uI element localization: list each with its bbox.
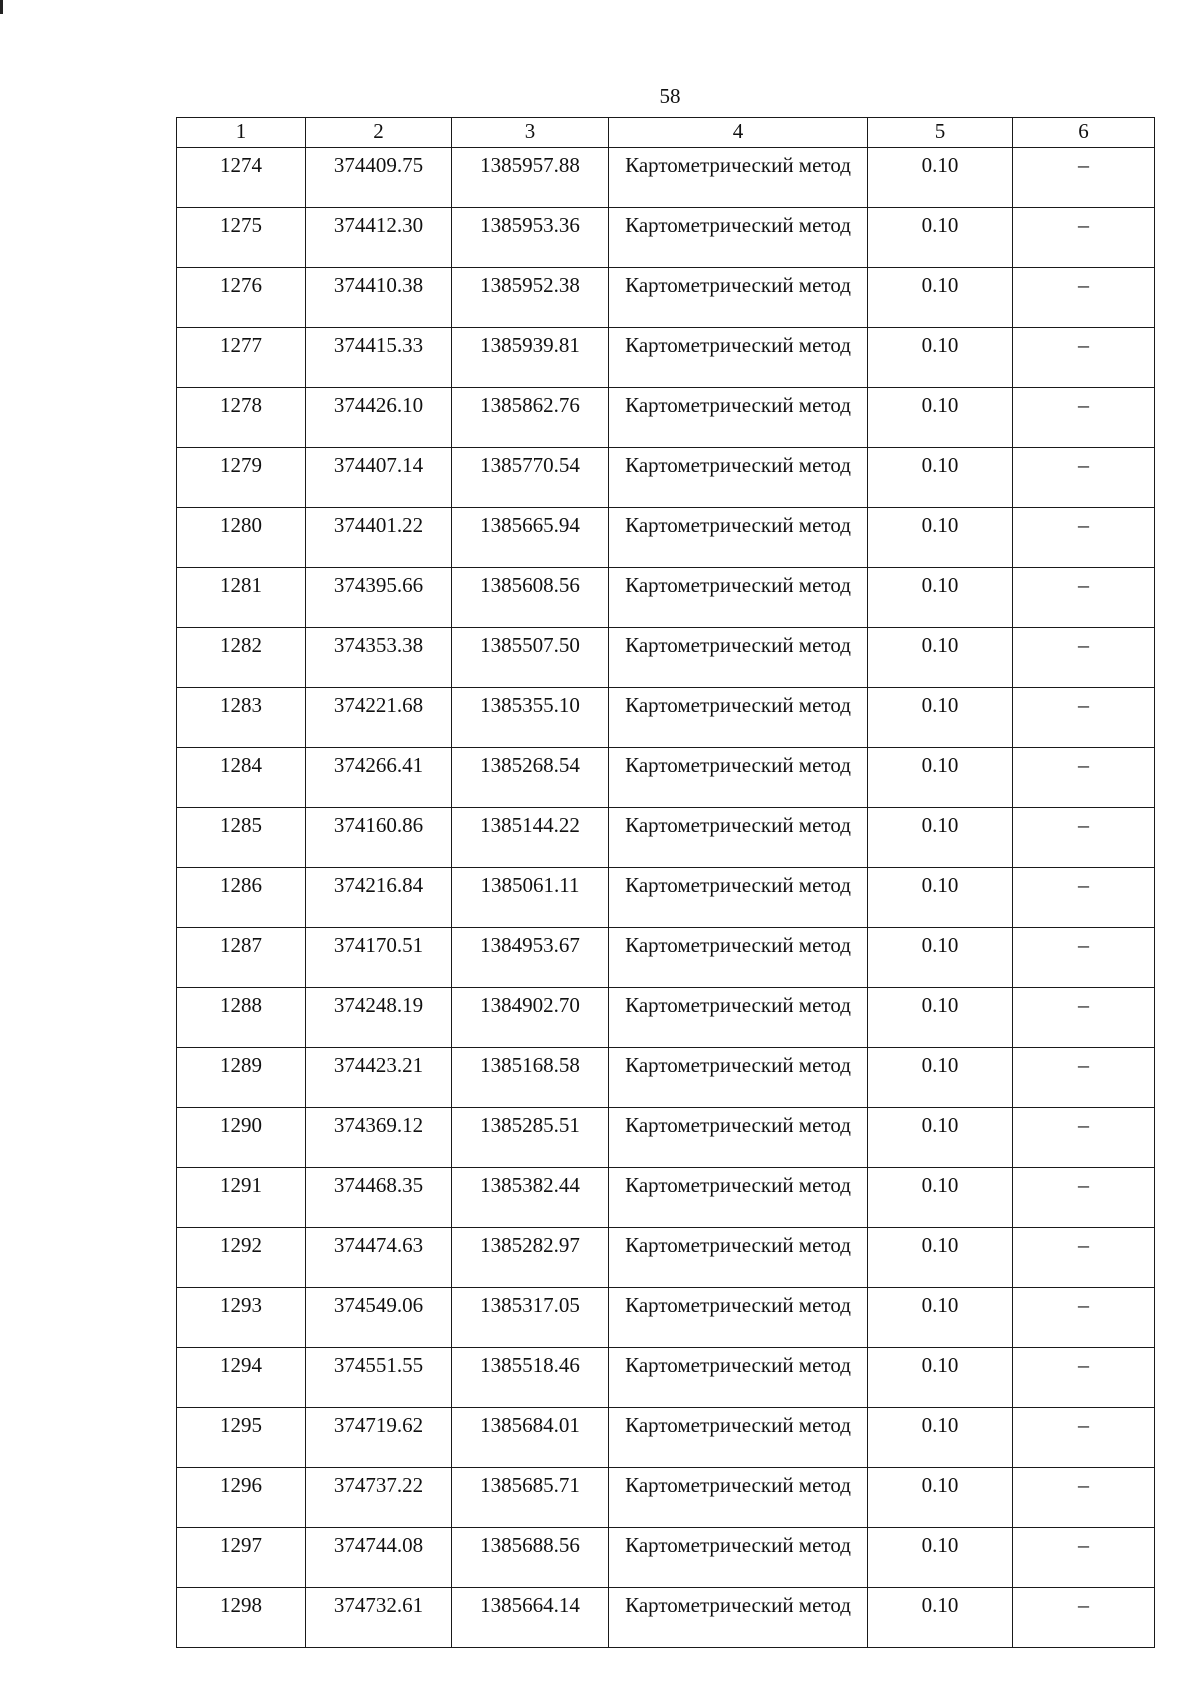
scan-corner-mark: [0, 0, 3, 14]
coord-y-cell: 1385282.97: [452, 1228, 609, 1288]
column-header-3: 3: [452, 118, 609, 148]
method-cell: Картометрический метод: [609, 868, 868, 928]
accuracy-cell: 0.10: [868, 208, 1013, 268]
coord-y-cell: 1385608.56: [452, 568, 609, 628]
accuracy-cell: 0.10: [868, 148, 1013, 208]
accuracy-cell: 0.10: [868, 1228, 1013, 1288]
coord-x-cell: 374412.30: [306, 208, 452, 268]
table-row: [177, 208, 1155, 268]
point-number-cell: 1283: [177, 688, 306, 748]
coord-x-cell: 374732.61: [306, 1588, 452, 1648]
coord-y-cell: 1385665.94: [452, 508, 609, 568]
table-row: [177, 748, 1155, 808]
accuracy-cell: 0.10: [868, 1288, 1013, 1348]
accuracy-cell: 0.10: [868, 868, 1013, 928]
accuracy-cell: 0.10: [868, 388, 1013, 448]
point-number-cell: 1282: [177, 628, 306, 688]
coord-x-cell: 374216.84: [306, 868, 452, 928]
coord-y-cell: 1385684.01: [452, 1408, 609, 1468]
table-row: [177, 1408, 1155, 1468]
coord-x-cell: 374426.10: [306, 388, 452, 448]
table-row: [177, 268, 1155, 328]
accuracy-cell: 0.10: [868, 1588, 1013, 1648]
note-cell: –: [1013, 268, 1155, 328]
coord-y-cell: 1385168.58: [452, 1048, 609, 1108]
method-cell: Картометрический метод: [609, 448, 868, 508]
method-cell: Картометрический метод: [609, 928, 868, 988]
table-row: [177, 568, 1155, 628]
note-cell: –: [1013, 688, 1155, 748]
table-row: [177, 448, 1155, 508]
method-cell: Картометрический метод: [609, 388, 868, 448]
coord-y-cell: 1384902.70: [452, 988, 609, 1048]
accuracy-cell: 0.10: [868, 1528, 1013, 1588]
table-row: [177, 808, 1155, 868]
point-number-cell: 1286: [177, 868, 306, 928]
table-row: [177, 1468, 1155, 1528]
note-cell: –: [1013, 1288, 1155, 1348]
coord-x-cell: 374737.22: [306, 1468, 452, 1528]
table-row: [177, 1048, 1155, 1108]
coord-y-cell: 1385061.11: [452, 868, 609, 928]
note-cell: –: [1013, 568, 1155, 628]
method-cell: Картометрический метод: [609, 748, 868, 808]
method-cell: Картометрический метод: [609, 628, 868, 688]
point-number-cell: 1292: [177, 1228, 306, 1288]
note-cell: –: [1013, 208, 1155, 268]
table-row: [177, 1528, 1155, 1588]
note-cell: –: [1013, 388, 1155, 448]
method-cell: Картометрический метод: [609, 268, 868, 328]
coord-x-cell: 374415.33: [306, 328, 452, 388]
accuracy-cell: 0.10: [868, 328, 1013, 388]
coord-y-cell: 1385144.22: [452, 808, 609, 868]
point-number-cell: 1293: [177, 1288, 306, 1348]
note-cell: –: [1013, 868, 1155, 928]
accuracy-cell: 0.10: [868, 1348, 1013, 1408]
point-number-cell: 1277: [177, 328, 306, 388]
point-number-cell: 1297: [177, 1528, 306, 1588]
table-row: [177, 868, 1155, 928]
page-number: 58: [659, 84, 681, 108]
coord-y-cell: 1385952.38: [452, 268, 609, 328]
coord-y-cell: 1385268.54: [452, 748, 609, 808]
coord-x-cell: 374474.63: [306, 1228, 452, 1288]
column-header-5: 5: [868, 118, 1013, 148]
note-cell: –: [1013, 748, 1155, 808]
point-number-cell: 1275: [177, 208, 306, 268]
coordinates-table: [176, 117, 1155, 1648]
point-number-cell: 1279: [177, 448, 306, 508]
method-cell: Картометрический метод: [609, 1168, 868, 1228]
point-number-cell: 1295: [177, 1408, 306, 1468]
point-number-cell: 1287: [177, 928, 306, 988]
note-cell: –: [1013, 928, 1155, 988]
coord-y-cell: 1385518.46: [452, 1348, 609, 1408]
coord-y-cell: 1385664.14: [452, 1588, 609, 1648]
accuracy-cell: 0.10: [868, 808, 1013, 868]
point-number-cell: 1281: [177, 568, 306, 628]
method-cell: Картометрический метод: [609, 1228, 868, 1288]
column-header-2: 2: [306, 118, 452, 148]
note-cell: –: [1013, 628, 1155, 688]
coord-y-cell: 1385957.88: [452, 148, 609, 208]
table-row: [177, 508, 1155, 568]
coord-x-cell: 374369.12: [306, 1108, 452, 1168]
coord-y-cell: 1385953.36: [452, 208, 609, 268]
point-number-cell: 1285: [177, 808, 306, 868]
coord-y-cell: 1385939.81: [452, 328, 609, 388]
coord-x-cell: 374170.51: [306, 928, 452, 988]
method-cell: Картометрический метод: [609, 1348, 868, 1408]
method-cell: Картометрический метод: [609, 1528, 868, 1588]
table-row: [177, 1168, 1155, 1228]
coord-x-cell: 374423.21: [306, 1048, 452, 1108]
note-cell: –: [1013, 1468, 1155, 1528]
table-row: [177, 1228, 1155, 1288]
accuracy-cell: 0.10: [868, 628, 1013, 688]
column-header-6: 6: [1013, 118, 1155, 148]
table-row: [177, 1288, 1155, 1348]
coord-x-cell: 374409.75: [306, 148, 452, 208]
method-cell: Картометрический метод: [609, 1468, 868, 1528]
table-body: [177, 148, 1155, 1648]
coord-x-cell: 374744.08: [306, 1528, 452, 1588]
note-cell: –: [1013, 508, 1155, 568]
method-cell: Картометрический метод: [609, 1408, 868, 1468]
point-number-cell: 1290: [177, 1108, 306, 1168]
accuracy-cell: 0.10: [868, 448, 1013, 508]
accuracy-cell: 0.10: [868, 568, 1013, 628]
point-number-cell: 1289: [177, 1048, 306, 1108]
point-number-cell: 1294: [177, 1348, 306, 1408]
accuracy-cell: 0.10: [868, 508, 1013, 568]
point-number-cell: 1291: [177, 1168, 306, 1228]
note-cell: –: [1013, 808, 1155, 868]
accuracy-cell: 0.10: [868, 1408, 1013, 1468]
note-cell: –: [1013, 1408, 1155, 1468]
accuracy-cell: 0.10: [868, 1108, 1013, 1168]
note-cell: –: [1013, 1108, 1155, 1168]
accuracy-cell: 0.10: [868, 988, 1013, 1048]
accuracy-cell: 0.10: [868, 1168, 1013, 1228]
coord-x-cell: 374395.66: [306, 568, 452, 628]
method-cell: Картометрический метод: [609, 1288, 868, 1348]
note-cell: –: [1013, 448, 1155, 508]
accuracy-cell: 0.10: [868, 1468, 1013, 1528]
table-header: [177, 118, 1155, 148]
table-row: [177, 628, 1155, 688]
column-header-1: 1: [177, 118, 306, 148]
table-row: [177, 1108, 1155, 1168]
table-row: [177, 1348, 1155, 1408]
table-row: [177, 988, 1155, 1048]
accuracy-cell: 0.10: [868, 1048, 1013, 1108]
coord-x-cell: 374549.06: [306, 1288, 452, 1348]
accuracy-cell: 0.10: [868, 268, 1013, 328]
note-cell: –: [1013, 1528, 1155, 1588]
coord-x-cell: 374410.38: [306, 268, 452, 328]
point-number-cell: 1298: [177, 1588, 306, 1648]
coord-y-cell: 1385507.50: [452, 628, 609, 688]
note-cell: –: [1013, 328, 1155, 388]
coord-y-cell: 1385355.10: [452, 688, 609, 748]
column-header-4: 4: [609, 118, 868, 148]
coord-y-cell: 1385688.56: [452, 1528, 609, 1588]
point-number-cell: 1280: [177, 508, 306, 568]
coord-y-cell: 1384953.67: [452, 928, 609, 988]
method-cell: Картометрический метод: [609, 1108, 868, 1168]
method-cell: Картометрический метод: [609, 1048, 868, 1108]
coord-x-cell: 374468.35: [306, 1168, 452, 1228]
point-number-cell: 1284: [177, 748, 306, 808]
coord-x-cell: 374221.68: [306, 688, 452, 748]
coord-x-cell: 374353.38: [306, 628, 452, 688]
coord-x-cell: 374401.22: [306, 508, 452, 568]
table-row: [177, 388, 1155, 448]
coord-y-cell: 1385382.44: [452, 1168, 609, 1228]
header-row: [177, 118, 1155, 148]
method-cell: Картометрический метод: [609, 1588, 868, 1648]
method-cell: Картометрический метод: [609, 808, 868, 868]
method-cell: Картометрический метод: [609, 208, 868, 268]
method-cell: Картометрический метод: [609, 988, 868, 1048]
coord-x-cell: 374719.62: [306, 1408, 452, 1468]
table-row: [177, 328, 1155, 388]
note-cell: –: [1013, 1588, 1155, 1648]
note-cell: –: [1013, 1048, 1155, 1108]
method-cell: Картометрический метод: [609, 568, 868, 628]
note-cell: –: [1013, 1348, 1155, 1408]
coord-y-cell: 1385862.76: [452, 388, 609, 448]
coord-x-cell: 374266.41: [306, 748, 452, 808]
table-row: [177, 1588, 1155, 1648]
point-number-cell: 1288: [177, 988, 306, 1048]
method-cell: Картометрический метод: [609, 508, 868, 568]
point-number-cell: 1278: [177, 388, 306, 448]
note-cell: –: [1013, 1228, 1155, 1288]
note-cell: –: [1013, 1168, 1155, 1228]
table-row: [177, 928, 1155, 988]
coord-y-cell: 1385685.71: [452, 1468, 609, 1528]
table-row: [177, 688, 1155, 748]
method-cell: Картометрический метод: [609, 328, 868, 388]
accuracy-cell: 0.10: [868, 748, 1013, 808]
accuracy-cell: 0.10: [868, 688, 1013, 748]
note-cell: –: [1013, 148, 1155, 208]
point-number-cell: 1276: [177, 268, 306, 328]
coord-x-cell: 374407.14: [306, 448, 452, 508]
note-cell: –: [1013, 988, 1155, 1048]
point-number-cell: 1296: [177, 1468, 306, 1528]
method-cell: Картометрический метод: [609, 688, 868, 748]
point-number-cell: 1274: [177, 148, 306, 208]
coord-y-cell: 1385770.54: [452, 448, 609, 508]
coord-x-cell: 374248.19: [306, 988, 452, 1048]
coord-x-cell: 374551.55: [306, 1348, 452, 1408]
coord-y-cell: 1385317.05: [452, 1288, 609, 1348]
accuracy-cell: 0.10: [868, 928, 1013, 988]
coord-y-cell: 1385285.51: [452, 1108, 609, 1168]
coord-x-cell: 374160.86: [306, 808, 452, 868]
method-cell: Картометрический метод: [609, 148, 868, 208]
table-row: [177, 148, 1155, 208]
